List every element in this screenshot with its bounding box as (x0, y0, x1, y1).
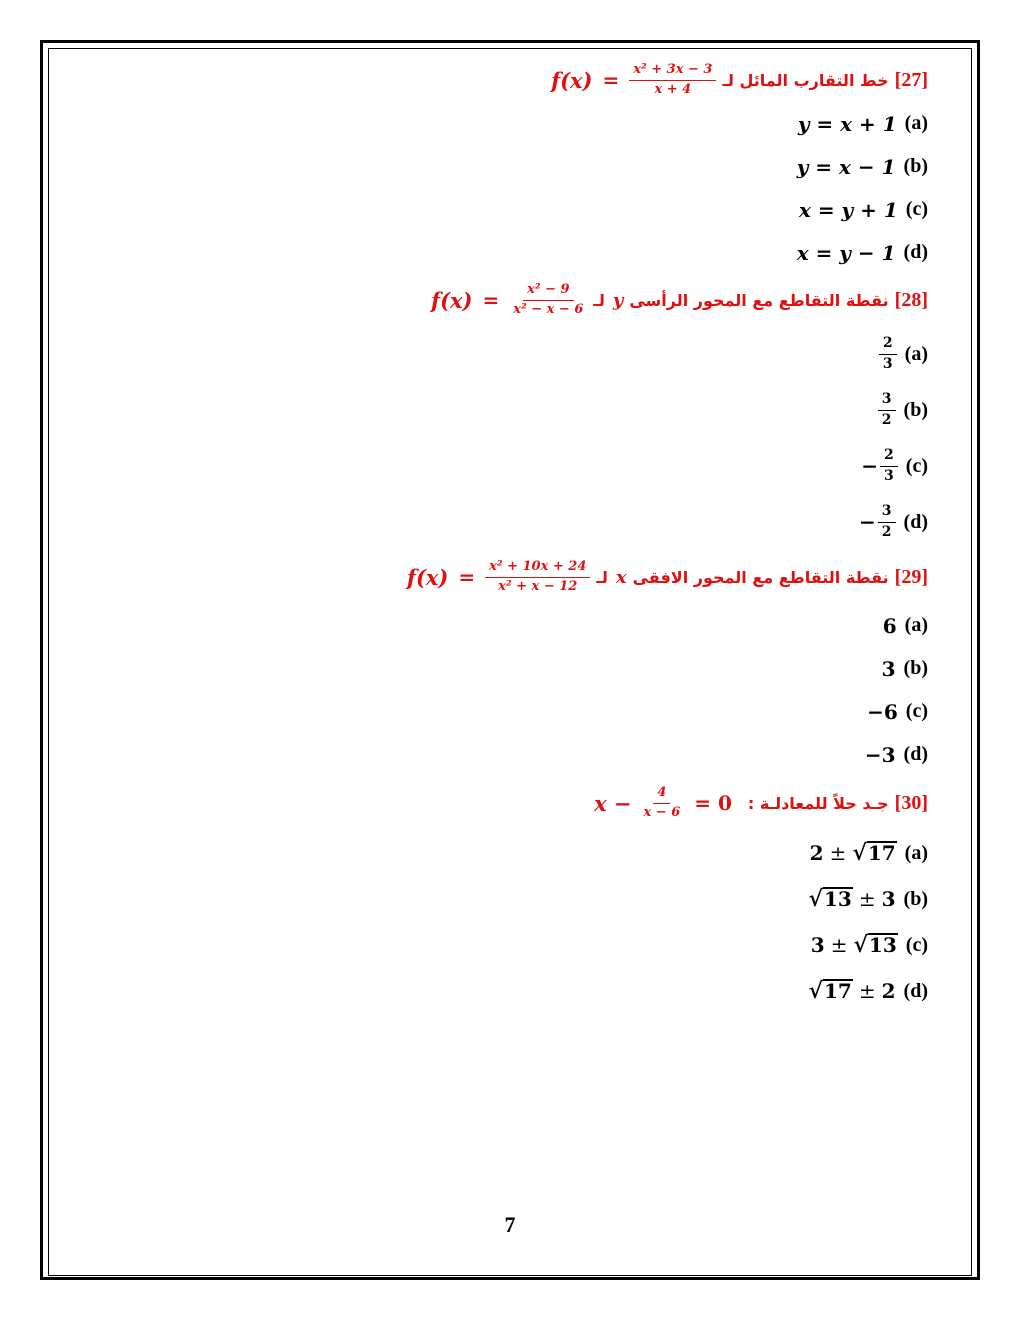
option-value (810, 841, 897, 865)
fraction-numerator: 3 (878, 504, 896, 522)
fraction-numerator: 3 (878, 392, 896, 410)
radicand: 13 (824, 887, 852, 911)
option-term: 3 (810, 933, 825, 957)
question-formula (407, 560, 590, 594)
option-fraction (876, 392, 896, 428)
formula-lhs: x − (594, 790, 632, 816)
option-label: (b) (903, 657, 928, 679)
option-27c[interactable] (60, 188, 928, 231)
option-label: (c) (905, 933, 928, 956)
fraction-denominator: 3 (884, 467, 894, 484)
formula-fraction (640, 786, 685, 820)
option-value: y = x + 1 (797, 111, 897, 136)
plus-minus-sign: ± (830, 933, 848, 957)
option-29a[interactable] (60, 604, 928, 647)
exam-content (60, 58, 928, 1014)
fraction-denominator: 3 (882, 355, 893, 372)
fraction-numerator: x² + 3x − 3 (629, 63, 716, 80)
page-number: 7 (504, 1212, 516, 1237)
option-label: (c) (905, 700, 928, 722)
option-value: −3 (864, 742, 896, 767)
option-label: (d) (903, 510, 928, 533)
option-value (809, 979, 896, 1003)
option-30a[interactable] (60, 830, 928, 876)
radicand: 17 (824, 979, 852, 1003)
radicand: 13 (868, 933, 897, 957)
fraction-numerator: x² + 10x + 24 (485, 560, 590, 577)
option-label: (c) (905, 454, 928, 477)
formula-fraction (485, 560, 590, 594)
option-27b[interactable] (60, 145, 928, 188)
fraction (879, 336, 897, 372)
radical-sign-icon: √ (853, 932, 868, 958)
question-30 (60, 776, 928, 830)
fraction-denominator: x + 4 (654, 81, 692, 97)
fraction-numerator: 4 (653, 786, 670, 803)
fraction-numerator: 2 (880, 448, 898, 466)
plus-minus-sign: ± (858, 887, 876, 911)
option-28d[interactable] (60, 494, 928, 550)
question-text: نقطة التقاطع مع المحور الافقى (632, 567, 889, 587)
option-sign: − (859, 510, 876, 534)
option-label: (b) (903, 155, 928, 177)
formula-fraction (509, 283, 587, 317)
option-label: (a) (904, 614, 928, 636)
option-label: (a) (904, 841, 928, 864)
formula-equals: = (602, 68, 620, 92)
radicand: 17 (867, 841, 896, 865)
question-text: خط التقارب المائل لـ (722, 70, 889, 90)
fraction-denominator: x² − x − 6 (513, 301, 584, 317)
question-28 (60, 274, 928, 326)
question-29 (60, 550, 928, 604)
question-number: [27] (894, 68, 928, 91)
option-28b[interactable] (60, 382, 928, 438)
option-value (811, 933, 898, 957)
option-30d[interactable] (60, 968, 928, 1014)
question-number: [28] (894, 288, 928, 311)
option-value: x = y − 1 (796, 240, 896, 265)
fraction-denominator: 2 (881, 411, 892, 428)
question-formula (551, 63, 716, 97)
option-value: 6 (882, 613, 897, 638)
question-number: [29] (894, 565, 928, 588)
square-root (853, 933, 897, 956)
question-number: [30] (894, 791, 928, 814)
fraction (878, 392, 896, 428)
option-label: (c) (905, 198, 928, 220)
question-variable: x (615, 566, 627, 588)
plus-minus-sign: ± (829, 841, 847, 865)
radical-sign-icon: √ (808, 886, 823, 912)
fraction-denominator: x − 6 (643, 804, 681, 820)
fraction (878, 504, 896, 540)
option-term: 2 (881, 979, 896, 1003)
option-sign: − (861, 454, 879, 478)
option-fraction (859, 504, 896, 540)
option-label: (a) (904, 342, 928, 365)
formula-fraction (629, 63, 716, 97)
option-value: 3 (881, 656, 896, 681)
option-label: (d) (903, 979, 928, 1002)
question-variable: y (612, 289, 624, 311)
option-29c[interactable] (60, 690, 928, 733)
fraction-numerator: 2 (879, 336, 897, 354)
fraction-denominator: 2 (881, 523, 892, 540)
formula-equals: = (482, 288, 500, 312)
option-term: 2 (809, 841, 824, 865)
fraction-denominator: x² + x − 12 (498, 578, 578, 594)
option-fraction (861, 448, 898, 484)
radical-sign-icon: √ (852, 840, 867, 866)
question-formula (594, 786, 742, 820)
option-28a[interactable] (60, 326, 928, 382)
plus-minus-sign: ± (858, 979, 876, 1003)
option-label: (d) (903, 241, 928, 263)
option-fraction (877, 336, 897, 372)
fraction-numerator: x² − 9 (523, 283, 573, 300)
option-term: 3 (881, 887, 896, 911)
option-29d[interactable] (60, 733, 928, 776)
option-label: (a) (904, 112, 928, 134)
option-value: −6 (867, 699, 898, 724)
square-root (809, 979, 853, 1002)
option-27d[interactable] (60, 231, 928, 274)
square-root (852, 841, 896, 864)
option-29b[interactable] (60, 647, 928, 690)
option-27a[interactable] (60, 102, 928, 145)
option-label: (d) (903, 743, 928, 765)
option-label: (b) (903, 887, 928, 910)
fraction (880, 448, 898, 484)
formula-rhs: = 0 (694, 791, 732, 815)
formula-lhs: f(x) (406, 564, 449, 590)
formula-lhs: f(x) (551, 67, 593, 93)
question-text: نقطة التقاطع مع المحور الرأسى (629, 290, 889, 310)
radical-sign-icon: √ (808, 978, 823, 1004)
option-28c[interactable] (60, 438, 928, 494)
square-root (809, 887, 853, 910)
question-suffix: لـ (593, 290, 605, 310)
formula-lhs: f(x) (431, 287, 473, 313)
option-label: (b) (903, 398, 928, 421)
option-value: x = y + 1 (798, 197, 898, 222)
option-30b[interactable] (60, 876, 928, 922)
option-value: y = x − 1 (796, 154, 896, 179)
question-suffix: لـ (596, 567, 608, 587)
question-27 (60, 58, 928, 102)
question-text: جـد حلاً للمعادلـة : (747, 793, 889, 813)
option-value (809, 887, 896, 911)
option-30c[interactable] (60, 922, 928, 968)
formula-equals: = (458, 565, 476, 589)
question-formula (431, 283, 587, 317)
